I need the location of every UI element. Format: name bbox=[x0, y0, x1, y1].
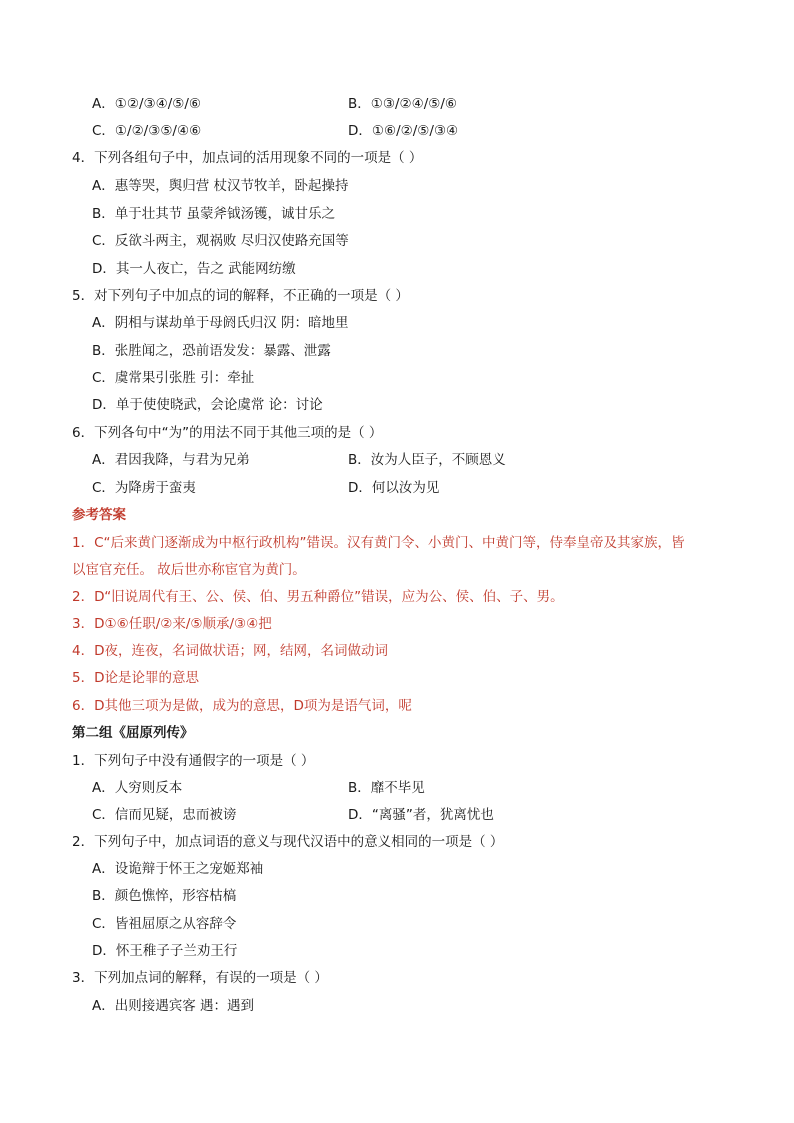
answer-1-line-1: 1．C“后来黄门逐渐成为中枢行政机构”错误。汉有黄门令、小黄门、中黄门等，侍奉皇帝及其家族，皆 bbox=[72, 535, 685, 551]
question-5-stem: 5．对下列句子中加点的词的解释，不正确的一项是（ ） bbox=[72, 288, 409, 304]
answers-heading: 参考答案 bbox=[72, 507, 126, 523]
s2-question-2-stem: 2．下列句子中，加点词语的意义与现代汉语中的意义相同的一项是（ ） bbox=[72, 834, 504, 850]
s2-question-2-option-d: D．怀王稚子子兰劝王行 bbox=[92, 943, 238, 959]
section-2-title: 第二组《屈原列传》 bbox=[72, 725, 194, 741]
answer-6: 6．D其他三项为是做，成为的意思，D项为是语气词，呢 bbox=[72, 698, 412, 714]
s2-question-3-option-a: A．出则接遇宾客 遇：遇到 bbox=[92, 998, 255, 1014]
question-4-stem: 4．下列各组句子中，加点词的活用现象不同的一项是（ ） bbox=[72, 150, 423, 166]
q3-option-c: C．①/②/③⑤/④⑥ bbox=[92, 123, 202, 139]
answer-4: 4．D夜，连夜，名词做状语；网，结网，名词做动词 bbox=[72, 643, 388, 659]
q3-option-b: B．①③/②④/⑤/⑥ bbox=[348, 96, 458, 112]
s2-question-2-option-c: C．皆祖屈原之从容辞令 bbox=[92, 916, 237, 932]
s2-question-1-option-b: B．靡不毕见 bbox=[348, 780, 425, 796]
s2-question-1-stem: 1．下列句子中没有通假字的一项是（ ） bbox=[72, 753, 315, 769]
s2-question-1-option-c: C．信而见疑，忠而被谤 bbox=[92, 807, 237, 823]
question-6-option-d: D．何以汝为见 bbox=[348, 480, 440, 496]
s2-question-1-option-a: A．人穷则反本 bbox=[92, 780, 183, 796]
question-6-stem: 6．下列各句中“为”的用法不同于其他三项的是（ ） bbox=[72, 425, 383, 441]
s2-question-3-stem: 3．下列加点词的解释，有误的一项是（ ） bbox=[72, 970, 328, 986]
question-5-option-c: C．虞常果引张胜 引：牵扯 bbox=[92, 370, 255, 386]
question-5-option-d: D．单于使使晓武，会论虞常 论：讨论 bbox=[92, 397, 323, 413]
question-5-option-a: A．阴相与谋劫单于母阏氏归汉 阴：暗地里 bbox=[92, 315, 349, 331]
question-6-option-b: B．汝为人臣子，不顾恩义 bbox=[348, 452, 506, 468]
q3-option-d: D．①⑥/②/⑤/③④ bbox=[348, 123, 459, 139]
s2-question-2-option-a: A．设诡辩于怀王之宠姬郑袖 bbox=[92, 861, 264, 877]
s2-question-2-option-b: B．颜色憔悴，形容枯槁 bbox=[92, 888, 237, 904]
question-4-option-a: A．惠等哭，舆归营 杖汉节牧羊，卧起操持 bbox=[92, 178, 349, 194]
s2-question-1-option-d: D．“离骚”者，犹离忧也 bbox=[348, 807, 494, 823]
answer-3: 3．D①⑥任职/②来/⑤顺承/③④把 bbox=[72, 616, 272, 632]
q3-option-a: A．①②/③④/⑤/⑥ bbox=[92, 96, 201, 112]
question-4-option-c: C．反欲斗两主，观祸败 尽归汉使路充国等 bbox=[92, 233, 349, 249]
question-6-option-a: A．君因我降，与君为兄弟 bbox=[92, 452, 250, 468]
answer-5: 5．D论是论罪的意思 bbox=[72, 670, 199, 686]
question-4-option-d: D．其一人夜亡，告之 武能网纺缴 bbox=[92, 261, 296, 277]
question-5-option-b: B．张胜闻之，恐前语发发：暴露、泄露 bbox=[92, 343, 331, 359]
question-6-option-c: C．为降虏于蛮夷 bbox=[92, 480, 196, 496]
question-4-option-b: B．单于壮其节 虽蒙斧钺汤镬，诚甘乐之 bbox=[92, 206, 336, 222]
answer-1-line-2: 以宦官充任。 故后世亦称宦官为黄门。 bbox=[72, 562, 306, 578]
answer-2: 2．D“旧说周代有王、公、侯、伯、男五种爵位”错误，应为公、侯、伯、子、男。 bbox=[72, 589, 564, 605]
